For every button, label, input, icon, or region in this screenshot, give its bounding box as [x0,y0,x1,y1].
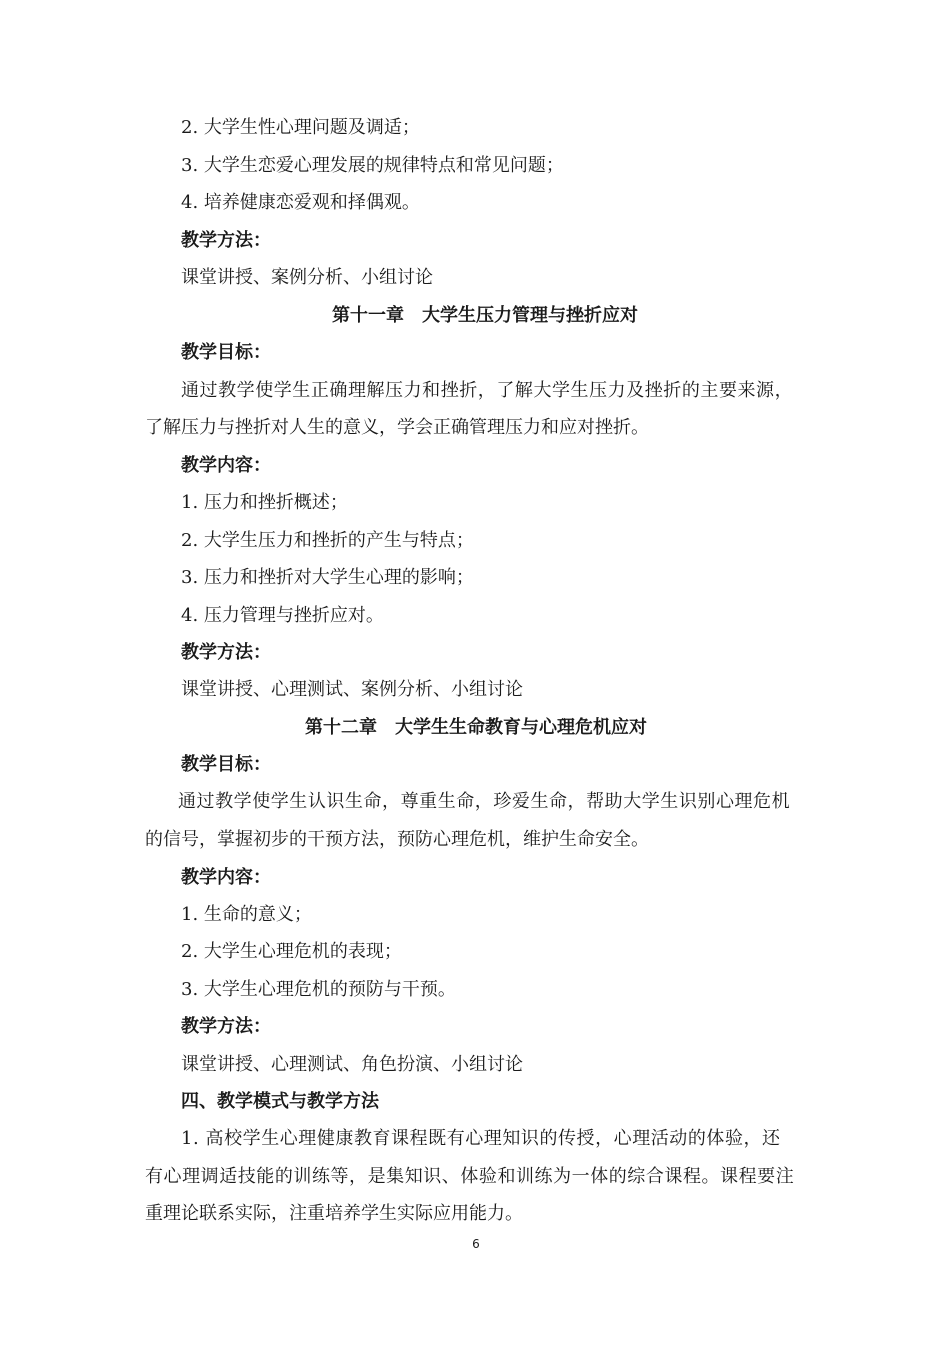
paragraph: 有心理调适技能的训练等，是集知识、体验和训练为一体的综合课程。课程要注 [145,1166,795,1187]
paragraph: 1. 高校学生心理健康教育课程既有心理知识的传授，心理活动的体验，还 [181,1128,781,1149]
list-item: 4. 培养健康恋爱观和择偶观。 [181,192,420,213]
list-item: 3. 大学生心理危机的预防与干预。 [181,979,456,1000]
section-heading: 教学方法： [181,230,271,251]
chapter-title: 第十一章 大学生压力管理与挫折应对 [332,305,638,326]
list-item: 1. 生命的意义； [181,904,312,925]
list-item: 3. 大学生恋爱心理发展的规律特点和常见问题； [181,155,564,176]
paragraph: 重理论联系实际，注重培养学生实际应用能力。 [145,1203,523,1224]
section-heading: 教学内容： [181,867,271,888]
paragraph: 课堂讲授、心理测试、案例分析、小组讨论 [181,679,523,700]
list-item: 1. 压力和挫折概述； [181,492,348,513]
chapter-title: 第十二章 大学生生命教育与心理危机应对 [305,717,647,738]
list-item: 2. 大学生压力和挫折的产生与特点； [181,530,474,551]
section-heading: 教学内容： [181,455,271,476]
paragraph: 课堂讲授、案例分析、小组讨论 [181,267,433,288]
list-item: 3. 压力和挫折对大学生心理的影响； [181,567,474,588]
section-heading: 教学目标： [181,754,271,775]
section-heading: 教学方法： [181,1016,271,1037]
list-item: 4. 压力管理与挫折应对。 [181,605,384,626]
paragraph: 通过教学使学生认识生命，尊重生命，珍爱生命，帮助大学生识别心理危机 [178,791,791,812]
section-heading: 教学目标： [181,342,271,363]
paragraph: 了解压力与挫折对人生的意义，学会正确管理压力和应对挫折。 [145,417,649,438]
page-number: 6 [472,1237,480,1251]
section-heading: 四、教学模式与教学方法 [181,1091,379,1112]
paragraph: 的信号，掌握初步的干预方法，预防心理危机，维护生命安全。 [145,829,649,850]
section-heading: 教学方法： [181,642,271,663]
paragraph: 通过教学使学生正确理解压力和挫折，了解大学生压力及挫折的主要来源， [181,380,794,401]
list-item: 2. 大学生性心理问题及调适； [181,117,420,138]
paragraph: 课堂讲授、心理测试、角色扮演、小组讨论 [181,1054,523,1075]
list-item: 2. 大学生心理危机的表现； [181,941,402,962]
